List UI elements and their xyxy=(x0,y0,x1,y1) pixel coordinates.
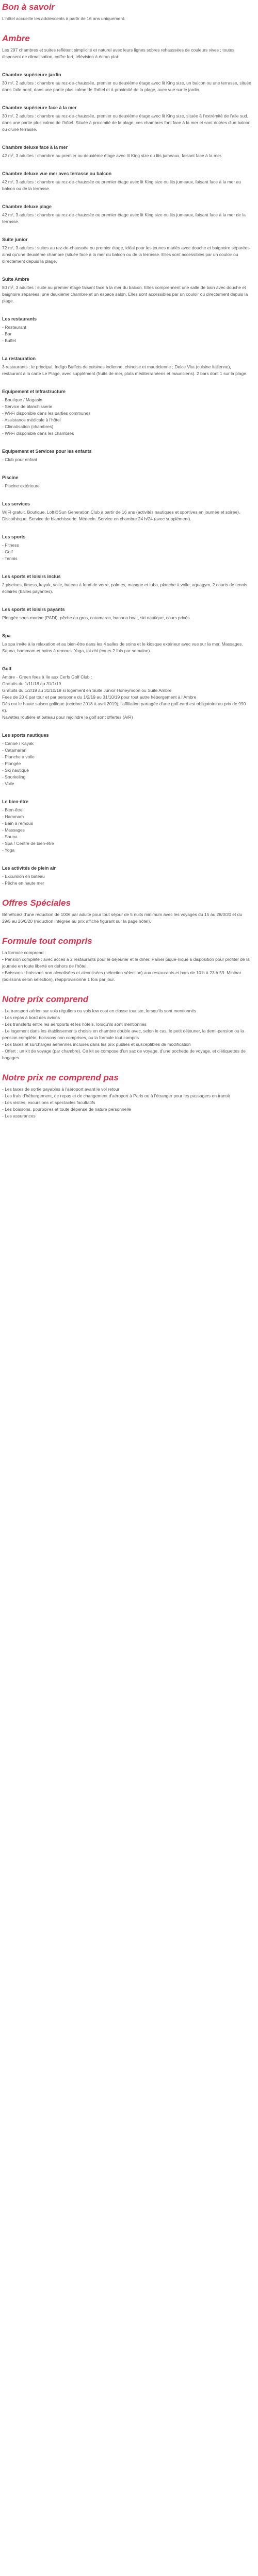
list-item: - Wi-Fi disponible dans les parties communes xyxy=(2,411,91,416)
list-item: - Buffet xyxy=(2,338,17,343)
room-description: 80 m², 3 adultes : suite au premier étage faisant face à la mer du balcon. Elles comprennent une salle de bain avec douche et baignoire séparées, une deuxième chambre et un espace salon. Elles sont accessibles par un couloir ou directement depuis la plage. xyxy=(2,285,248,303)
list-item: - Snorkeling xyxy=(2,774,26,779)
room-block xyxy=(2,72,252,93)
list-item: - Boutique / Magasin xyxy=(2,397,42,402)
room-description: 30 m², 2 adultes : chambre au rez-de-chaussée, premier ou deuxième étage avec lit King size, un balcon ou une terrasse, située dans l'aile nord, dans une partie plus calme de l'hôtel et à proximité de la plage, avec vue sur le jardin. xyxy=(2,80,251,92)
list-item: - Bain à remous xyxy=(2,821,33,826)
offres-speciales-text: Bénéficiez d'une réduction de 100€ par adulte pour tout séjour de 5 nuits minimum avec les voyages du 15 au 28/3/20 et du 29/5 au 26/6/20 (réduction intégrée au prix affiché figurant sur la page hôtel). xyxy=(2,912,243,924)
room-block xyxy=(2,144,252,159)
formule-text: La formule comprend : • Pension complète : avec accès à 2 restaurants pour le déjeuner et le dîner. Panier pique-nique à disposition pour profiter de la journée en toute liberté en dehors de l'hôtel. • Boissons : boissons non alcoolisées et alcoolisées (sélection sélection) aux restaurants et bars de 10 h à 23 h 59. Minibar (boissons selon sélection), réapprovisionné 1 fois par jour. xyxy=(2,950,250,982)
amenity-section xyxy=(2,606,252,621)
list-item: - Ski nautique xyxy=(2,768,29,773)
hotel-info-page xyxy=(0,0,254,1120)
formule-heading: Formule tout compris xyxy=(2,936,92,946)
ambre-heading: Ambre xyxy=(2,33,30,43)
room-description: 42 m², 3 adultes : chambre au premier ou deuxième étage avec lit King size ou lits jumeaux, faisant face à la mer. xyxy=(2,153,222,158)
amenity-title: Les services xyxy=(2,501,30,506)
amenity-title: Golf xyxy=(2,666,11,671)
room-title: Chambre deluxe vue mer avec terrasse ou balcon xyxy=(2,171,112,176)
amenity-section xyxy=(2,732,252,787)
amenity-list xyxy=(2,397,252,437)
list-item: - Piscine extérieure xyxy=(2,483,40,488)
list-item: - Climatisation (chambres) xyxy=(2,424,54,429)
room-title: Suite junior xyxy=(2,237,28,242)
room-description: 42 m², 3 adultes : chambre au rez-de-chaussée ou premier étage avec lit King size ou lits jumeaux, faisant face à la mer de la terrasse. xyxy=(2,212,246,224)
amenity-section xyxy=(2,633,252,654)
list-item: - Excursion en bateau xyxy=(2,874,45,879)
list-item: - Golf xyxy=(2,549,13,554)
room-block xyxy=(2,171,252,192)
formule-section xyxy=(2,936,252,983)
amenity-title: La restauration xyxy=(2,356,36,361)
list-item: - Planche à voile xyxy=(2,754,35,759)
amenity-section xyxy=(2,799,252,854)
bon-a-savoir-text: L'hôtel accueille les adolescents à partir de 16 ans uniquement. xyxy=(2,16,125,21)
list-item: - Bien-être xyxy=(2,807,23,812)
amenity-title: Les sports xyxy=(2,534,26,539)
prix-comprend-heading: Notre prix comprend xyxy=(2,994,89,1004)
list-item: - Catamaran xyxy=(2,748,27,753)
amenity-title: Les restaurants xyxy=(2,316,37,321)
amenity-text: Ambre - Green fees à Ile aux Cerfs Golf Club : Gratuits du 1/11/18 au 31/1/19 Gratuits du 1/2/19 au 31/10/19 si logement en Suite Junior Honeymoon ou Suite Ambre Fees de 20 € par tour et par personne du 1/2/19 au 31/10/19 pour tout autre hébergement à l'Ambre Dès ont le haute saison golfique (octobre 2018 à avril 2019), l'affiliation partagée d'une golf-card est obligatoire au prix de 990 €). Navettes routière et bateau pour rejoindre le golf sont offertes (A/R) xyxy=(2,674,246,720)
amenity-section xyxy=(2,573,252,595)
prix-comprend-text: - Le transport aérien sur vols réguliers ou vols low cost en classe touriste, lorsqu'ils sont mentionnés - Les repas à bord des avions - Les transferts entre les aéroports et les hôtels, lorsqu'ils sont mentionnés - Le logement dans les établissements choisis en chambre double avec, selon le cas, le petit déjeuner, la demi-pension ou la pension complète, boissons non comprises, ou la formule tout compris - Les taxes et surcharges aériennes incluses dans les prix publiés et susceptibles de modification - Offert : un kit de voyage (par chambre). Ce kit se compose d'un sac de voyage, d'une pochette de voyage, et d'étiquettes de bagages. xyxy=(2,1008,246,1060)
amenity-title: Les sports et loisirs payants xyxy=(2,607,65,612)
room-description: 72 m², 3 adultes : suites au rez-de-chaussée ou premier étage, idéal pour les jeunes mariés avec douche et baignoire séparées ainsi qu'une deuxième chambre (située face à la mer du balcon ou de la terrasse. Elles sont accessibles par un couloir ou directement depuis la plage. xyxy=(2,245,250,264)
list-item: - Plongée xyxy=(2,761,21,766)
amenity-section xyxy=(2,666,252,721)
amenity-title: Equipement et Services pour les enfants xyxy=(2,449,92,454)
amenity-section xyxy=(2,501,252,522)
amenity-section xyxy=(2,865,252,887)
list-item: - Tennis xyxy=(2,556,18,561)
amenity-text: 3 restaurants : le principal, Indigo Buffets de cuisines indienne, chinoise et mauricienne ; Dolce Vita (cuisine italienne), restaurant à la carte Le Plage, avec supplément (fruits de mer, plats méditerranéens et mauriciens). 2 bars dont 1 sur la plage. xyxy=(2,364,248,376)
list-item: - Yoga xyxy=(2,848,15,853)
amenity-section xyxy=(2,316,252,344)
room-block xyxy=(2,204,252,225)
list-item: - Hammam xyxy=(2,814,24,819)
amenity-list xyxy=(2,542,252,562)
prix-comprend-section xyxy=(2,994,252,1061)
amenity-section xyxy=(2,474,252,489)
list-item: - Wi-Fi disponible dans les chambres xyxy=(2,431,74,436)
list-item: - Sauna xyxy=(2,834,18,839)
room-block xyxy=(2,105,252,133)
amenity-list xyxy=(2,456,252,463)
room-title: Chambre supérieure face à la mer xyxy=(2,105,77,110)
amenity-title: Le bien-être xyxy=(2,799,29,804)
amenity-list xyxy=(2,873,252,887)
amenity-title: Equipement et Infrastructure xyxy=(2,389,66,394)
amenity-title: Spa xyxy=(2,633,11,638)
room-description: 30 m², 2 adultes : chambre au rez-de-chaussée, premier ou deuxième étage avec lit King size, située à l'extrémité de l'aile sud, dans une partie plus calme de l'hôtel. Située à proximité de la plage, ces chambres font face à la mer et sont dotées d'un balcon ou d'une terrasse. xyxy=(2,113,251,132)
room-block xyxy=(2,276,252,304)
amenity-text: Le spa invite à la relaxation et au bien-être dans les 4 salles de soins et le kiosque extérieur avec vue sur la mer. Massages. Sauna, hammam et bains à remous. Yoga, tai-chi (cours 2 fois par semaine). xyxy=(2,641,243,653)
list-item: - Massages xyxy=(2,827,25,833)
offres-speciales-heading: Offres Spéciales xyxy=(2,898,71,908)
amenity-list xyxy=(2,324,252,344)
list-item: - Pêche en haute mer xyxy=(2,880,44,886)
list-item: - Spa / Centre de bien-être xyxy=(2,841,54,846)
list-item: - Service de blanchisserie xyxy=(2,404,53,409)
amenity-section xyxy=(2,448,252,463)
room-title: Chambre deluxe plage xyxy=(2,204,52,209)
list-item: - Voile xyxy=(2,781,14,786)
offres-speciales-section xyxy=(2,898,252,925)
list-item: - Restaurant xyxy=(2,325,26,330)
room-list xyxy=(2,72,252,304)
list-item: - Club pour enfant xyxy=(2,457,38,462)
amenity-title: Les sports et loisirs inclus xyxy=(2,574,61,579)
amenity-text: Plongée sous-marine (PADI), pêche au gros, catamaran, banana boat, ski nautique, cours privés. xyxy=(2,615,191,620)
list-item: - Canoë / Kayak xyxy=(2,741,34,746)
prix-ne-comprend-text: - Les taxes de sortie payables à l'aéroport avant le vol retour - Les frais d'hébergement, de repas et de changement d'aéroport à Paris ou à l'étranger pour les passagers en transit - Les visites, excursions et spectacles facultatifs - Les boissons, pourboires et toute dépense de nature personnelle - Les assurances xyxy=(2,1087,230,1118)
amenity-section xyxy=(2,388,252,437)
prix-ne-comprend-heading: Notre prix ne comprend pas xyxy=(2,1073,119,1082)
amenity-list xyxy=(2,483,252,489)
amenity-section xyxy=(2,534,252,562)
ambre-intro: Les 297 chambres et suites reflètent simplicité et naturel avec leurs lignes sobres rehaussées de couleurs vives ; toutes disposent de climatisation, coffre fort, télévision à écran plat. xyxy=(2,47,235,59)
ambre-section xyxy=(2,33,252,60)
list-item: - Fitness xyxy=(2,543,19,548)
list-item: - Assistance médicale à l'hôtel xyxy=(2,417,61,422)
room-description: 42 m², 3 adultes : chambre au rez-de-chaussée ou premier étage avec lit King size ou lits jumeaux, faisant face à la mer au balcon ou de la terrasse. xyxy=(2,179,241,191)
amenity-text: 2 piscines, fitness, kayak, voile, bateau à fond de verre, palmes, masque et tuba, planche à voile, aquagym, 2 courts de tennis éclairés (balles payantes). xyxy=(2,582,247,594)
room-title: Chambre supérieure jardin xyxy=(2,72,61,77)
amenity-title: Les sports nautiques xyxy=(2,733,49,738)
room-title: Suite Ambre xyxy=(2,277,29,282)
bon-a-savoir-heading: Bon à savoir xyxy=(2,2,55,12)
amenity-list xyxy=(2,807,252,854)
amenity-section xyxy=(2,355,252,377)
amenity-text: WIFI gratuit. Boutique, Loft@Sun Generation Club à partir de 16 ans (activités nautiques et sportives en journée et soirée). Discothèque. Service de blanchisserie. Médecin. Service en chambre 24 h/24 (avec supplément). xyxy=(2,510,240,521)
room-title: Chambre deluxe face à la mer xyxy=(2,145,68,150)
bon-a-savoir-section xyxy=(2,2,252,22)
prix-ne-comprend-section xyxy=(2,1073,252,1120)
amenity-title: Les activités de plein air xyxy=(2,866,56,871)
amenity-list xyxy=(2,740,252,787)
room-block xyxy=(2,236,252,265)
amenity-title: Piscine xyxy=(2,475,19,480)
amenity-sections xyxy=(2,316,252,887)
list-item: - Bar xyxy=(2,331,12,336)
